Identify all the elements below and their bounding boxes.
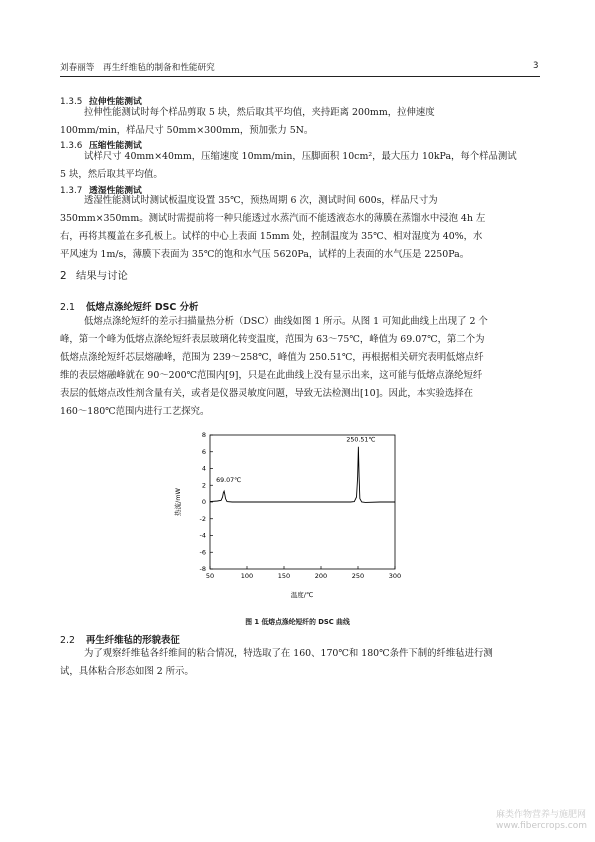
text-line: 平风速为 1m/s，薄膜下表面为 35℃的饱和水气压 5620Pa，试样的上表面的水气压是 2250Pa。 bbox=[60, 249, 470, 260]
x-tick-label: 100 bbox=[240, 572, 254, 580]
dsc-curve bbox=[210, 447, 395, 503]
y-tick-label: -4 bbox=[199, 531, 206, 540]
subsection-title: 透湿性能测试 bbox=[89, 186, 142, 196]
text-line: 350mm×350mm。测试时需提前将一种只能透过水蒸汽而不能透液态水的薄膜在蒸馏水中浸泡 4h 左 bbox=[60, 213, 486, 224]
figure-caption: 图 1 低熔点涤纶短纤的 DSC 曲线 bbox=[245, 618, 350, 626]
subsection-number: 1.3.6 bbox=[60, 141, 83, 151]
peak-label: 250.51℃ bbox=[346, 436, 376, 444]
x-tick-label: 150 bbox=[277, 572, 291, 580]
peak-label: 69.07℃ bbox=[216, 477, 242, 485]
y-tick-label: 4 bbox=[201, 464, 206, 473]
subsection-number: 1.3.7 bbox=[60, 186, 83, 196]
text-line: 为了观察纤维毡各纤维间的粘合情况，特选取了在 160、170℃和 180℃条件下制的纤维毡进行测 bbox=[84, 648, 493, 659]
y-axis-label: 热流/mW bbox=[174, 488, 182, 516]
y-tick-label: 8 bbox=[201, 431, 206, 440]
paragraph-tensile bbox=[60, 104, 540, 140]
subsection-title: 低熔点涤纶短纤 DSC 分析 bbox=[86, 302, 199, 313]
text-line: 维的表层熔融峰就在 90～200℃范围内[9]，只是在此曲线上没有显示出来，这可能与低熔点涤纶短纤 bbox=[60, 370, 483, 381]
x-tick-label: 250 bbox=[351, 572, 365, 580]
paragraph-compression bbox=[60, 148, 540, 184]
peak-annotations bbox=[216, 437, 375, 484]
watermark-url: www.fibercrops.com bbox=[496, 821, 587, 831]
section-heading-2 bbox=[60, 267, 128, 282]
y-axis-ticks bbox=[200, 431, 213, 573]
section-number: 2 bbox=[60, 270, 67, 282]
y-tick-label: 6 bbox=[201, 447, 206, 456]
site-watermark bbox=[496, 810, 587, 832]
page-number: 3 bbox=[533, 61, 539, 71]
y-tick-label: 0 bbox=[201, 498, 206, 507]
watermark-name: 麻类作物营养与施肥网 bbox=[496, 810, 587, 820]
running-header: 刘春丽等 再生纤维毡的制备和性能研究 bbox=[60, 63, 215, 73]
y-tick-label: -8 bbox=[199, 565, 206, 574]
x-tick-label: 50 bbox=[205, 572, 215, 580]
text-line: 5 块，然后取其平均值。 bbox=[60, 169, 163, 180]
text-line: 峰，第一个峰为低熔点涤纶短纤表层玻璃化转变温度，范围为 63～75℃，峰值为 69.07℃，第二个为 bbox=[60, 334, 485, 345]
subsection-heading-2-1 bbox=[60, 299, 198, 313]
subsection-number: 1.3.5 bbox=[60, 97, 83, 107]
text-line: 右，再将其覆盖在多孔板上。试样的中心上表面 15mm 处，控制温度为 35℃、相对湿度为 40%，水 bbox=[60, 231, 483, 242]
text-line: 拉伸性能测试时每个样品剪取 5 块，然后取其平均值，夹持距离 200mm，拉伸速度 bbox=[84, 107, 435, 118]
text-line: 100mm/min，样品尺寸 50mm×300mm，预加张力 5N。 bbox=[60, 125, 314, 136]
text-line: 透湿性能测试时测试板温度设置 35℃，预热周期 6 次，测试时间 600s，样品尺寸为 bbox=[84, 195, 438, 206]
paragraph-moisture bbox=[60, 192, 540, 264]
y-tick-label: 2 bbox=[201, 481, 206, 490]
paragraph-dsc bbox=[60, 313, 540, 421]
text-line: 试，具体粘合形态如图 2 所示。 bbox=[60, 666, 194, 677]
paragraph-morphology bbox=[60, 645, 540, 681]
dsc-chart bbox=[170, 425, 420, 605]
x-axis-ticks bbox=[206, 566, 401, 580]
x-axis-label: 温度/℃ bbox=[290, 591, 314, 599]
subsection-heading-2-2 bbox=[60, 632, 180, 646]
x-tick-label: 200 bbox=[314, 572, 328, 580]
text-line: 低熔点涤纶短纤的差示扫描量热分析（DSC）曲线如图 1 所示。从图 1 可知此曲线上出现了 2 个 bbox=[84, 316, 488, 327]
y-tick-label: -2 bbox=[199, 514, 206, 523]
subsection-number: 2.2 bbox=[60, 635, 75, 646]
text-line: 表层的低熔点改性剂含量有关，或者是仪器灵敏度问题，导致无法检测出[10]。因此，本实验选择在 bbox=[60, 388, 473, 399]
subsection-number: 2.1 bbox=[60, 302, 75, 313]
section-title: 结果与讨论 bbox=[76, 270, 128, 282]
subsection-title: 再生纤维毡的形貌表征 bbox=[86, 635, 180, 646]
x-tick-label: 300 bbox=[388, 572, 402, 580]
text-line: 低熔点涤纶短纤芯层熔融峰，范围为 239～258℃，峰值为 250.51℃，再根据相关研究表明低熔点纤 bbox=[60, 352, 484, 363]
subsection-title: 拉伸性能测试 bbox=[89, 97, 142, 107]
y-tick-label: -6 bbox=[199, 548, 206, 557]
subsection-title: 压缩性能测试 bbox=[89, 141, 142, 151]
header-rule bbox=[60, 76, 540, 77]
text-line: 160～180℃范围内进行工艺探究。 bbox=[60, 406, 210, 417]
text-line: 试样尺寸 40mm×40mm，压缩速度 10mm/min，压脚面积 10cm²，最大压力 10kPa，每个样品测试 bbox=[84, 151, 517, 162]
